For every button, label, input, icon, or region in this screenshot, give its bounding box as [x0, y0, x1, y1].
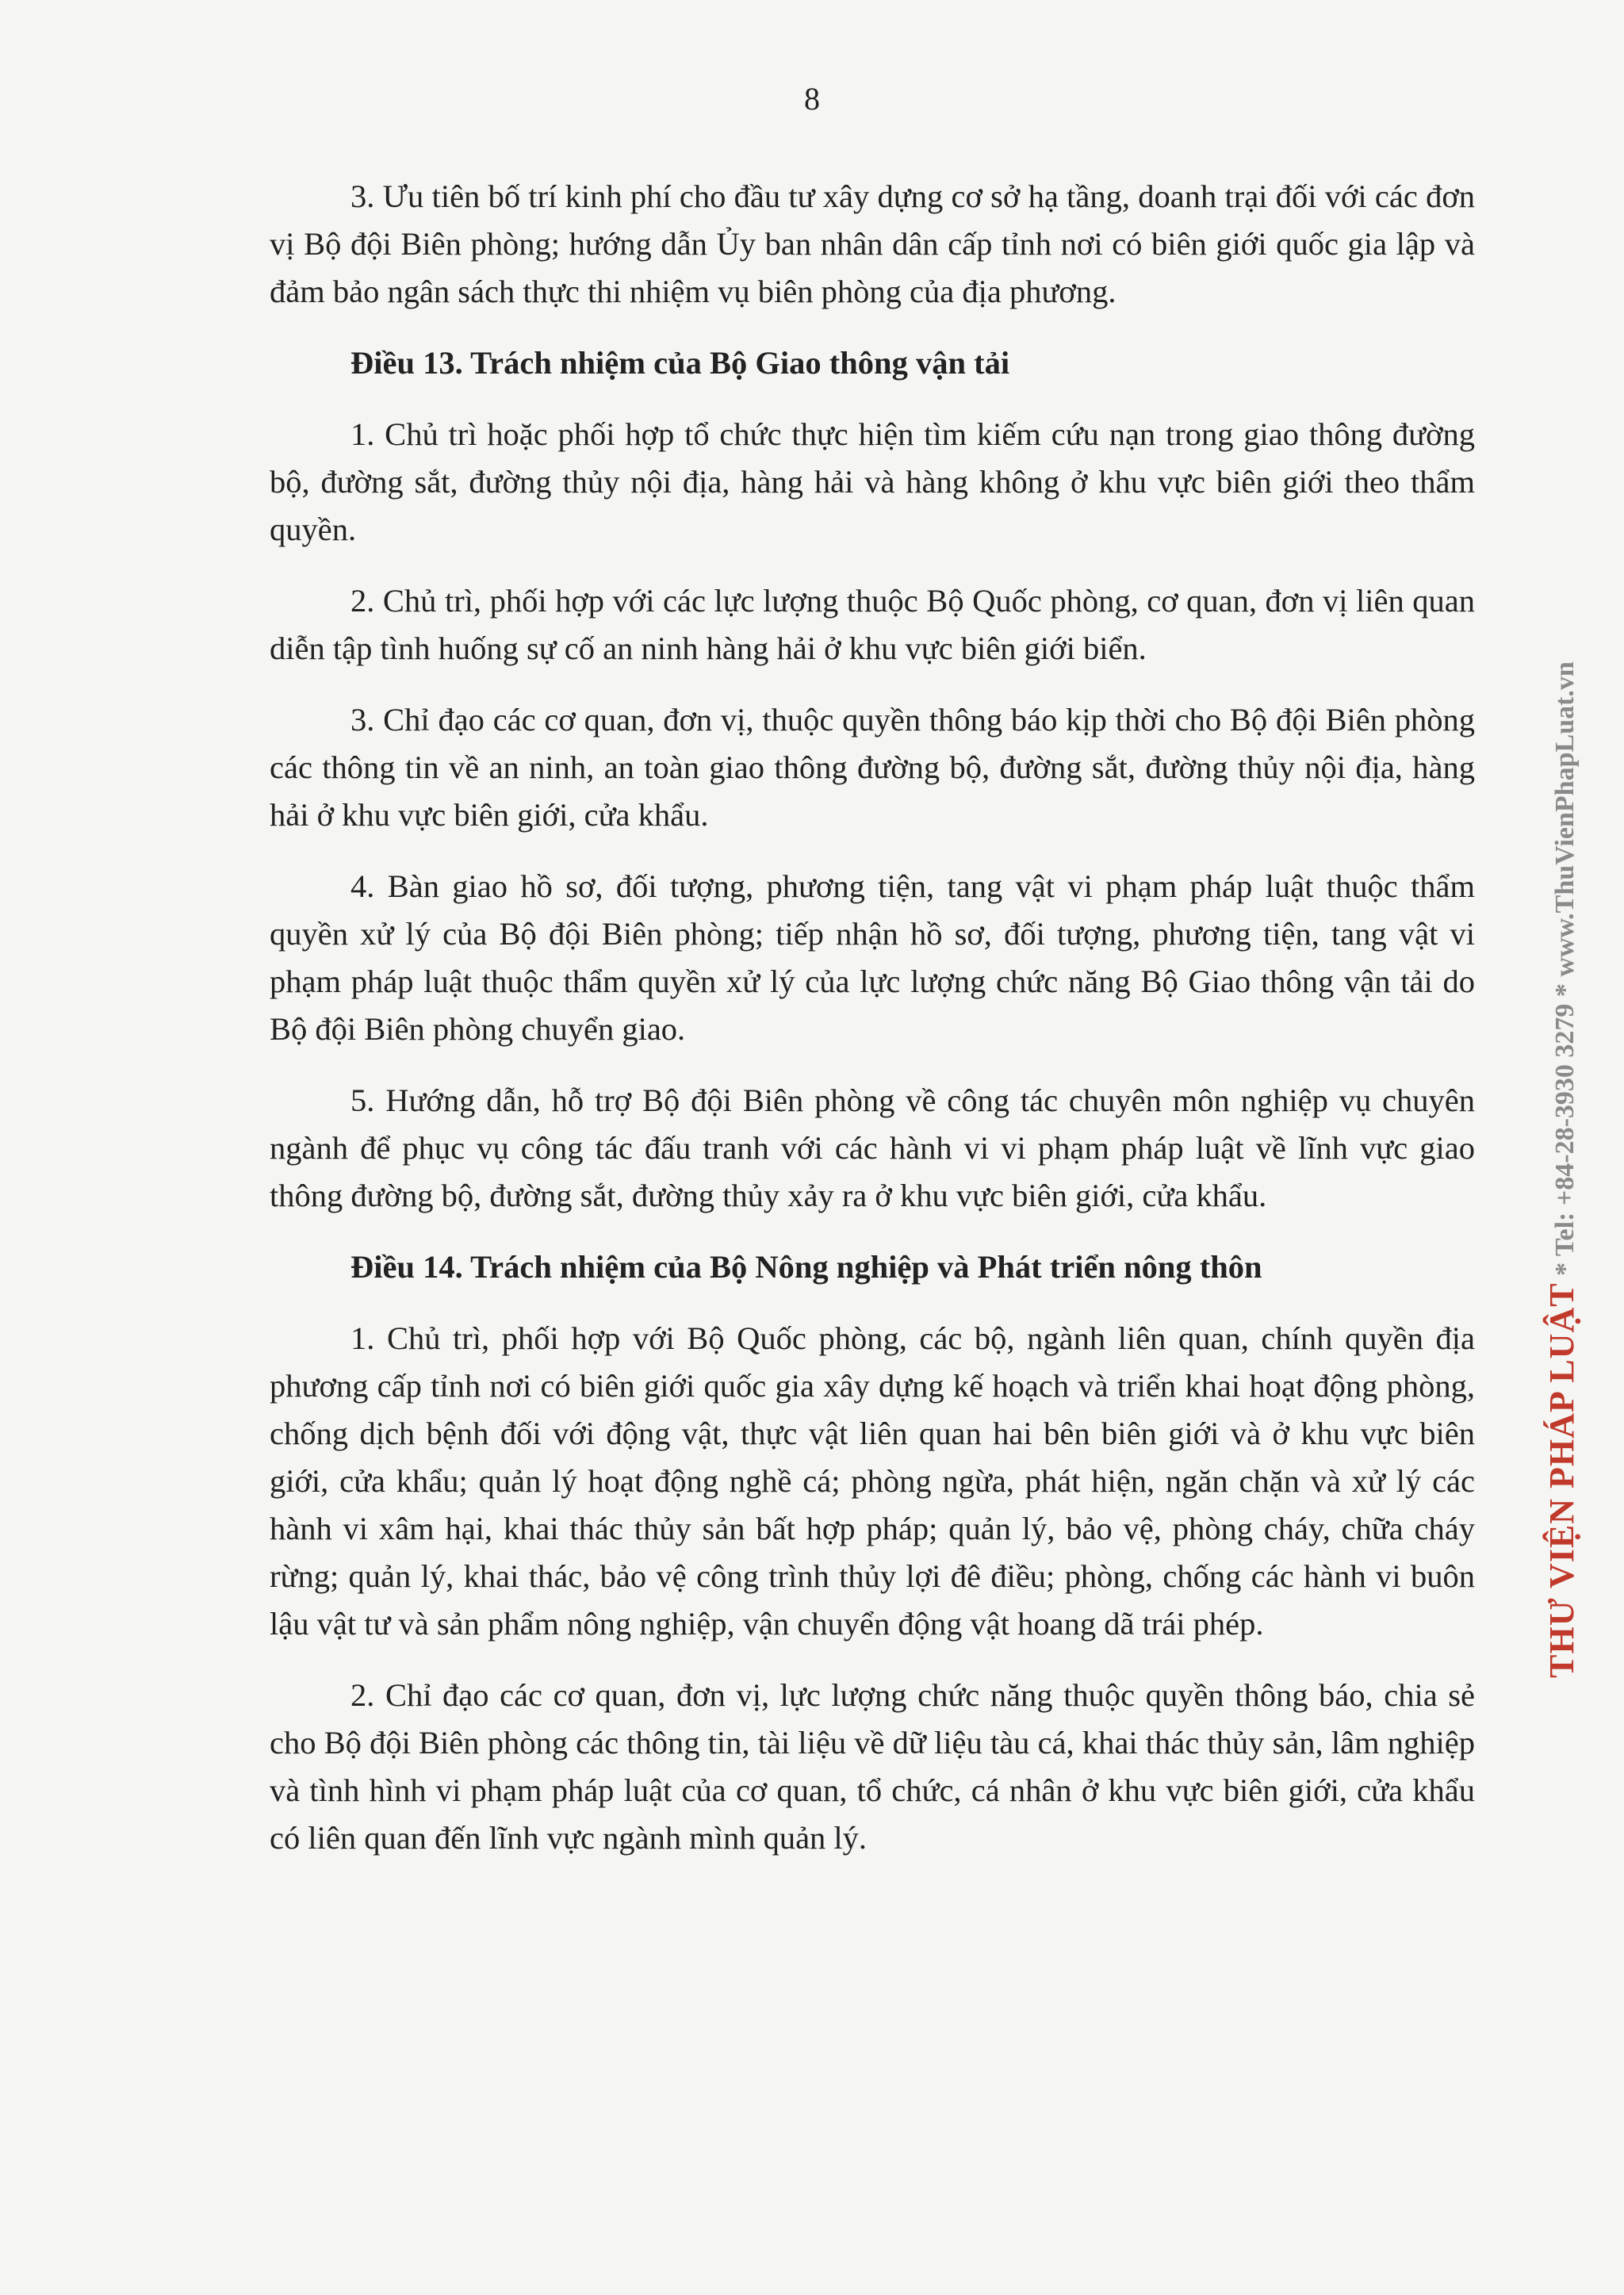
document-body [270, 173, 1475, 1886]
article-13-heading: Điều 13. Trách nhiệm của Bộ Giao thông vận tải [350, 345, 1010, 381]
page-number: 8 [804, 81, 820, 117]
paragraph-art13-item5: 5. Hướng dẫn, hỗ trợ Bộ đội Biên phòng về công tác chuyên môn nghiệp vụ chuyên ngành để phục vụ công tác đấu tranh với các hành vi vi phạm pháp luật về lĩnh vực giao thông đường bộ, đường sắt, đường thủy xảy ra ở khu vực biên giới, cửa khẩu. [270, 1082, 1475, 1213]
article-14-heading: Điều 14. Trách nhiệm của Bộ Nông nghiệp và Phát triển nông thôn [350, 1249, 1262, 1285]
paragraph-art13-item3: 3. Chỉ đạo các cơ quan, đơn vị, thuộc quyền thông báo kịp thời cho Bộ đội Biên phòng các thông tin về an ninh, an toàn giao thông đường bộ, đường sắt, đường thủy nội địa, hàng hải ở khu vực biên giới, cửa khẩu. [270, 702, 1475, 833]
paragraph-art14-item1: 1. Chủ trì, phối hợp với Bộ Quốc phòng, các bộ, ngành liên quan, chính quyền địa phương cấp tỉnh nơi có biên giới quốc gia xây dựng kế hoạch và triển khai hoạt động phòng, chống dịch bệnh đối với động vật, thực vật liên quan hai bên biên giới và ở khu vực biên giới, cửa khẩu; quản lý hoạt động nghề cá; phòng ngừa, phát hiện, ngăn chặn và xử lý các hành vi xâm hại, khai thác thủy sản bất hợp pháp; quản lý, bảo vệ, phòng cháy, chữa cháy rừng; quản lý, khai thác, bảo vệ công trình thủy lợi đê điều; phòng, chống các hành vi buôn lậu vật tư và sản phẩm nông nghiệp, vận chuyển động vật hoang dã trái phép. [270, 1320, 1475, 1642]
paragraph-art14-item2: 2. Chỉ đạo các cơ quan, đơn vị, lực lượng chức năng thuộc quyền thông báo, chia sẻ cho Bộ đội Biên phòng các thông tin, tài liệu về dữ liệu tàu cá, khai thác thủy sản, lâm nghiệp và tình hình vi phạm pháp luật của cơ quan, tổ chức, cá nhân ở khu vực biên giới, cửa khẩu có liên quan đến lĩnh vực ngành mình quản lý. [270, 1677, 1475, 1856]
paragraph-art13-item2: 2. Chủ trì, phối hợp với các lực lượng thuộc Bộ Quốc phòng, cơ quan, đơn vị liên quan diễn tập tình huống sự cố an ninh hàng hải ở khu vực biên giới biển. [270, 583, 1475, 666]
paragraph-art13-item4: 4. Bàn giao hồ sơ, đối tượng, phương tiện, tang vật vi phạm pháp luật thuộc thẩm quyền xử lý của Bộ đội Biên phòng; tiếp nhận hồ sơ, đối tượng, phương tiện, tang vật vi phạm pháp luật thuộc thẩm quyền xử lý của lực lượng chức năng Bộ Giao thông vận tải do Bộ đội Biên phòng chuyển giao. [270, 868, 1475, 1047]
watermark-brand: THƯ VIỆN PHÁP LUẬT [1542, 1282, 1581, 1678]
paragraph-art13-item1: 1. Chủ trì hoặc phối hợp tổ chức thực hiện tìm kiếm cứu nạn trong giao thông đường bộ, đường sắt, đường thủy nội địa, hàng hải và hàng không ở khu vực biên giới theo thẩm quyền. [270, 416, 1475, 547]
paragraph-art12-item3: 3. Ưu tiên bố trí kinh phí cho đầu tư xây dựng cơ sở hạ tầng, doanh trại đối với các đơn vị Bộ đội Biên phòng; hướng dẫn Ủy ban nhân dân cấp tỉnh nơi có biên giới quốc gia lập và đảm bảo ngân sách thực thi nhiệm vụ biên phòng của địa phương. [270, 178, 1475, 309]
watermark-contact: * Tel: +84-28-3930 3279 * www.ThuVienPhapLuat.vn [1550, 661, 1580, 1283]
